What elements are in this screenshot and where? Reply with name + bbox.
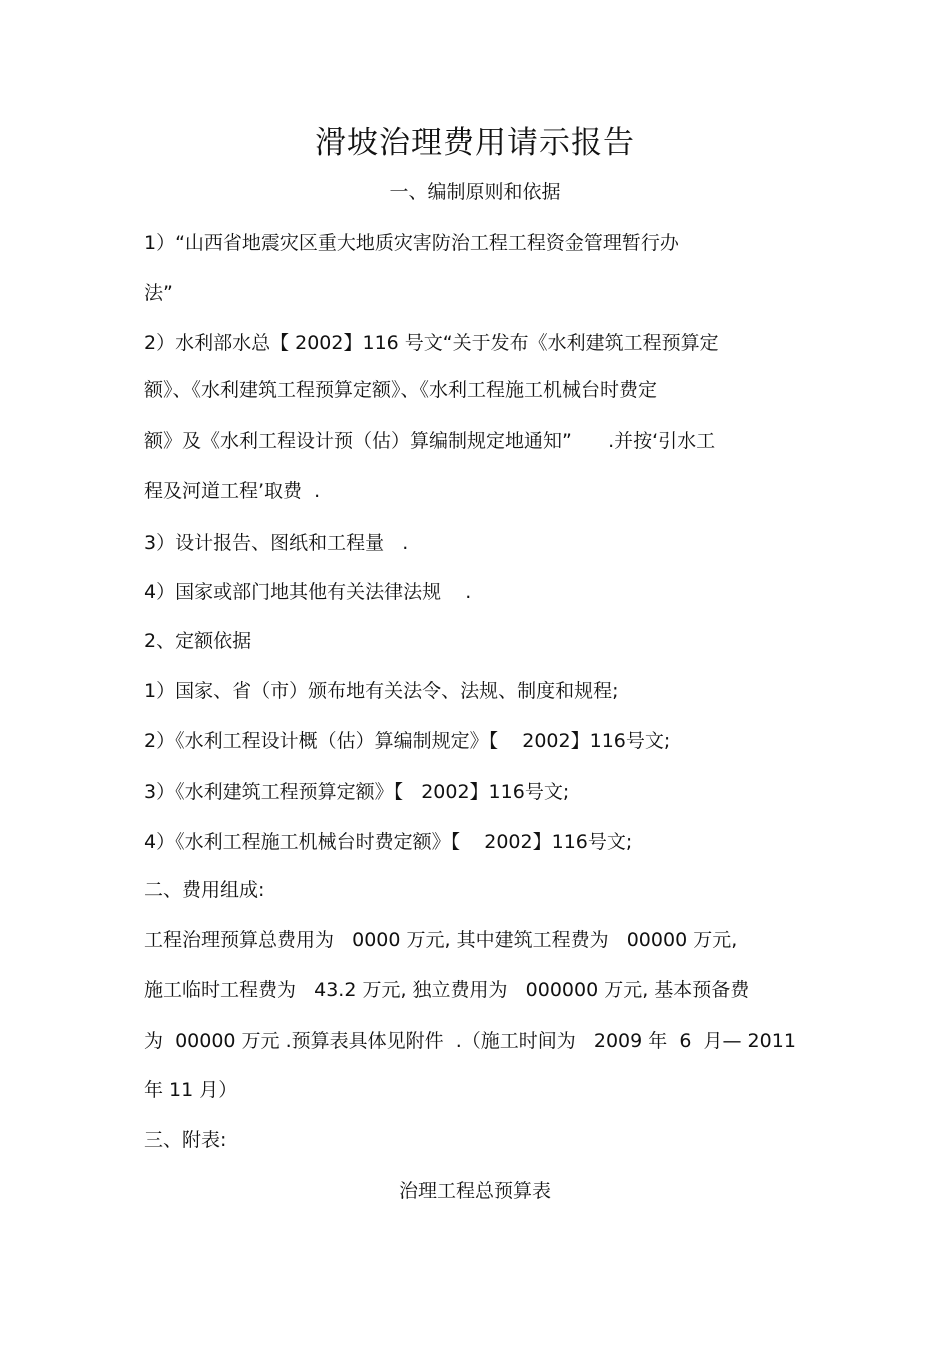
text-line: 法” — [144, 282, 173, 304]
text-line: 1）“山西省地震灾区重大地质灾害防治工程工程资金管理暂行办 — [144, 232, 679, 254]
text-line: 3）《水利建筑工程预算定额》【 2002】116号文; — [144, 781, 570, 803]
table-title: 治理工程总预算表 — [398, 1180, 551, 1202]
text-line: 4）《水利工程施工机械台时费定额》【 2002】116号文; — [144, 831, 633, 853]
text-line: 程及河道工程’取费 . — [144, 480, 321, 502]
section-heading-attached-tables: 三、附表: — [144, 1129, 227, 1151]
text-line: 4）国家或部门地其他有关法律法规 . — [144, 581, 472, 603]
text-line: 为 00000 万元 .预算表具体见附件 .（施工时间为 2009 年 6 月— 2011 — [144, 1030, 796, 1052]
section-heading-principles: 一、编制原则和依据 — [389, 181, 561, 203]
text-line: 3）设计报告、图纸和工程量 . — [144, 532, 409, 554]
text-line: 2）水利部水总【 2002】116 号文“关于发布《水利建筑工程预算定 — [144, 332, 719, 354]
text-line: 施工临时工程费为 43.2 万元, 独立费用为 000000 万元, 基本预备费 — [144, 979, 750, 1001]
section-heading-cost-composition: 二、费用组成: — [144, 879, 265, 901]
text-line: 2）《水利工程设计概（估）算编制规定》【 2002】116号文; — [144, 730, 671, 752]
text-line: 额》、《水利建筑工程预算定额》、《水利工程施工机械台时费定 — [144, 379, 658, 401]
document-title: 滑坡治理费用请示报告 — [315, 125, 635, 161]
text-line: 工程治理预算总费用为 0000 万元, 其中建筑工程费为 00000 万元, — [144, 929, 738, 951]
text-line: 1）国家、省（市）颁布地有关法令、法规、制度和规程; — [144, 680, 619, 702]
text-line: 额》及《水利工程设计预（估）算编制规定地通知” .并按‘引水工 — [144, 430, 716, 452]
text-line: 年 11 月） — [144, 1079, 238, 1101]
section-heading-quota: 2、定额依据 — [144, 630, 252, 652]
